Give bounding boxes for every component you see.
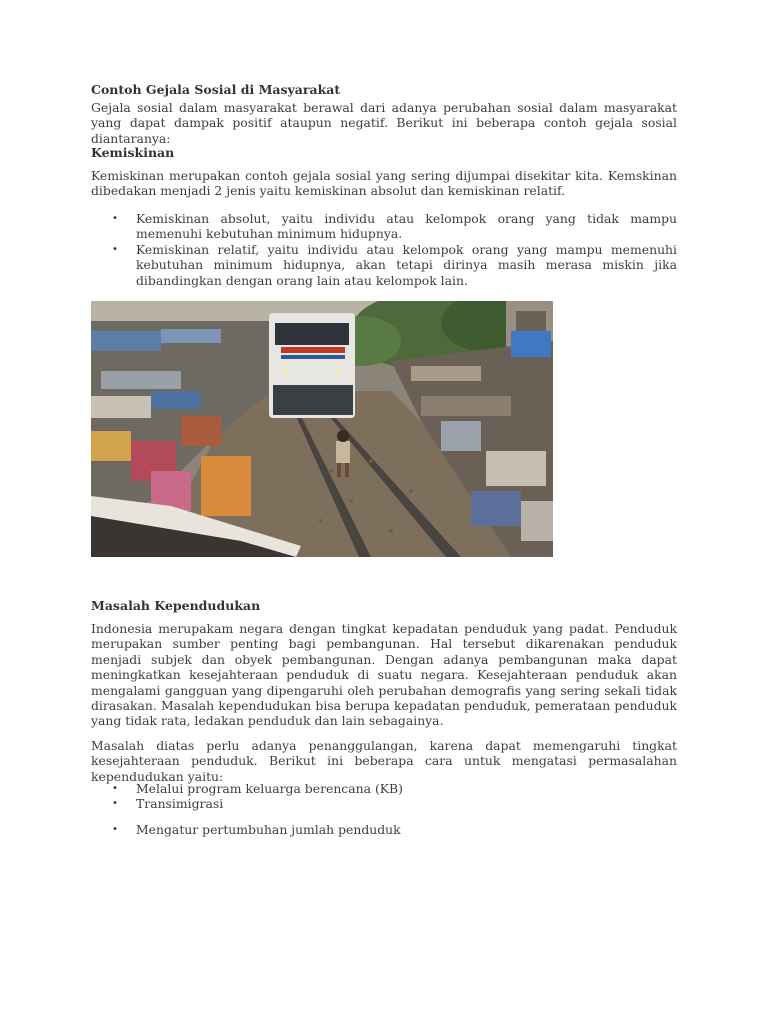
paragraph-intro: Gejala sosial dalam masyarakat berawal dari adanya perubahan sosial dalam masyarakat yang dapat dampak positif ataupun negatif. Berikut ini beberapa contoh gejala sosial diantaranya:	[91, 100, 677, 146]
solutions-list	[91, 781, 677, 837]
list-item: • Transimigrasi	[91, 796, 677, 811]
paragraph-penanggulangan: Masalah diatas perlu adanya penanggulangan, karena dapat memengaruhi tingkat kesejahteraan penduduk. Berikut ini beberapa cara untuk mengatasi permasalahan kependudukan yaitu:	[91, 738, 677, 784]
slum-railway-photo	[91, 301, 553, 557]
heading-gejala-sosial: Contoh Gejala Sosial di Masyarakat	[91, 82, 341, 97]
list-item: • Kemiskinan relatif, yaitu individu atau kelompok orang yang mampu memenuhi kebutuhan minimum hidupnya, akan tetapi dirinya masih merasa miskin jika dibandingkan dengan orang lain atau kelompok lain.	[91, 242, 677, 288]
heading-masalah-kependudukan: Masalah Kependudukan	[91, 598, 261, 613]
heading-kemiskinan: Kemiskinan	[91, 145, 175, 160]
list-item: • Mengatur pertumbuhan jumlah penduduk	[91, 822, 677, 837]
kemiskinan-list	[91, 211, 677, 288]
list-item: • Kemiskinan absolut, yaitu individu atau kelompok orang yang tidak mampu memenuhi kebutuhan minimum hidupnya.	[91, 211, 677, 242]
paragraph-kemiskinan: Kemiskinan merupakan contoh gejala sosial yang sering dijumpai disekitar kita. Kemskinan dibedakan menjadi 2 jenis yaitu kemiskinan absolut dan kemiskinan relatif.	[91, 168, 677, 199]
list-item: • Melalui program keluarga berencana (KB)	[91, 781, 677, 796]
paragraph-kependudukan: Indonesia merupakam negara dengan tingkat kepadatan penduduk yang padat. Penduduk merupakan sumber penting bagi pembangunan. Hal tersebut dikarenakan penduduk menjadi subjek dan obyek pembangunan. Dengan adanya pembangunan maka dapat meningkatkan kesejahteraan penduduk di suatu negara. Kesejahteraan penduduk akan mengalami gangguan yang dipengaruhi oleh perubahan demografis yang sering sekali tidak dirasakan. Masalah kependudukan bisa berupa kepadatan penduduk, pemerataan penduduk yang tidak rata, ledakan penduduk dan lain sebagainya.	[91, 621, 677, 729]
